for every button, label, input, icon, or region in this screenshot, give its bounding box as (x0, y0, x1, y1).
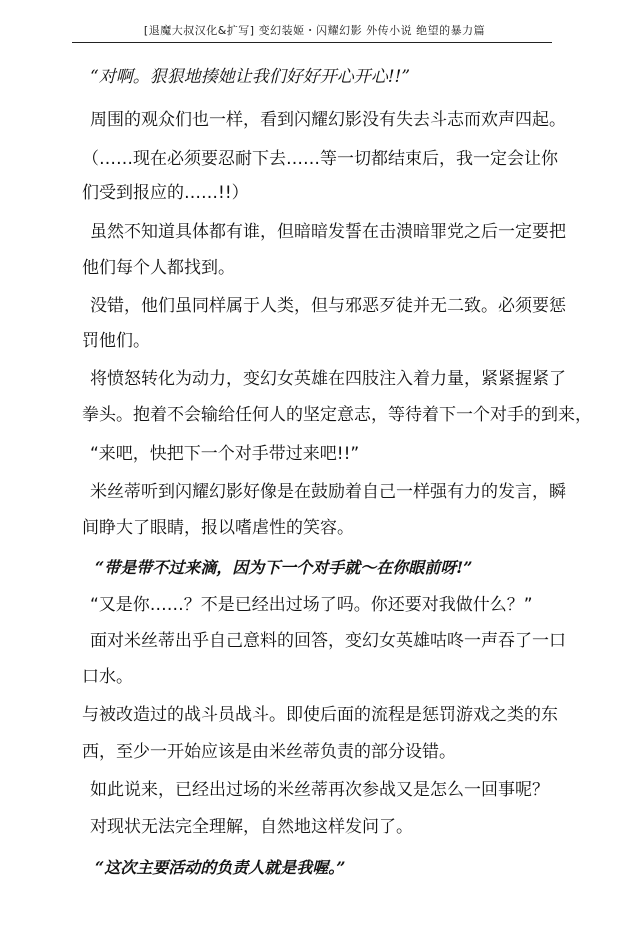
text-line-1: “对啊。狠狠地揍她让我们好好开心开心!!” (90, 67, 411, 87)
text-line-13: 间睁大了眼睛，报以嗜虐性的笑容。 (82, 518, 354, 538)
text-line-4: 们受到报应的……!!） (82, 183, 249, 203)
text-line-11: “来吧，快把下一个对手带过来吧!!” (90, 444, 360, 464)
text-line-18: 与被改造过的战斗员战斗。即使后面的流程是惩罚游戏之类的东 (82, 705, 558, 725)
page-header: [退魔大叔汉化&扩写] 变幻装姬・闪耀幻影 外传小说 绝望的暴力篇 (143, 24, 486, 37)
text-line-12: 米丝蒂听到闪耀幻影好像是在鼓励着自己一样强有力的发言，瞬 (90, 482, 566, 502)
text-line-16: 面对米丝蒂出乎自己意料的回答，变幻女英雄咕咚一声吞了一口 (90, 631, 566, 651)
text-line-3: （……现在必须要忍耐下去……等一切都结束后，我一定会让你 (82, 149, 558, 169)
text-line-19: 西，至少一开始应该是由米丝蒂负责的部分设错。 (82, 742, 456, 762)
text-line-14: “带是带不过来滴，因为下一个对手就～在你眼前呀!” (95, 558, 473, 577)
text-line-7: 没错，他们虽同样属于人类，但与邪恶歹徒并无二致。必须要惩 (90, 296, 566, 316)
text-line-17: 口水。 (82, 667, 133, 687)
text-line-20: 如此说来，已经出过场的米丝蒂再次参战又是怎么一回事呢？ (90, 780, 549, 800)
text-line-2: 周围的观众们也一样，看到闪耀幻影没有失去斗志而欢声四起。 (90, 110, 566, 130)
text-line-5: 虽然不知道具体都有谁，但暗暗发誓在击溃暗罪党之后一定要把 (90, 222, 566, 242)
text-line-10: 拳头。抱着不会输给任何人的坚定意志，等待着下一个对手的到来， (82, 405, 592, 425)
text-line-6: 他们每个人都找到。 (82, 258, 235, 278)
text-line-21: 对现状无法完全理解，自然地这样发问了。 (90, 817, 413, 837)
text-line-15: “又是你……？不是已经出过场了吗。你还要对我做什么？” (90, 595, 533, 615)
text-line-22: “这次主要活动的负责人就是我喔。” (95, 858, 346, 877)
text-line-9: 将愤怒转化为动力，变幻女英雄在四肢注入着力量，紧紧握紧了 (90, 369, 566, 389)
header-divider (72, 42, 552, 43)
text-line-8: 罚他们。 (82, 331, 150, 351)
